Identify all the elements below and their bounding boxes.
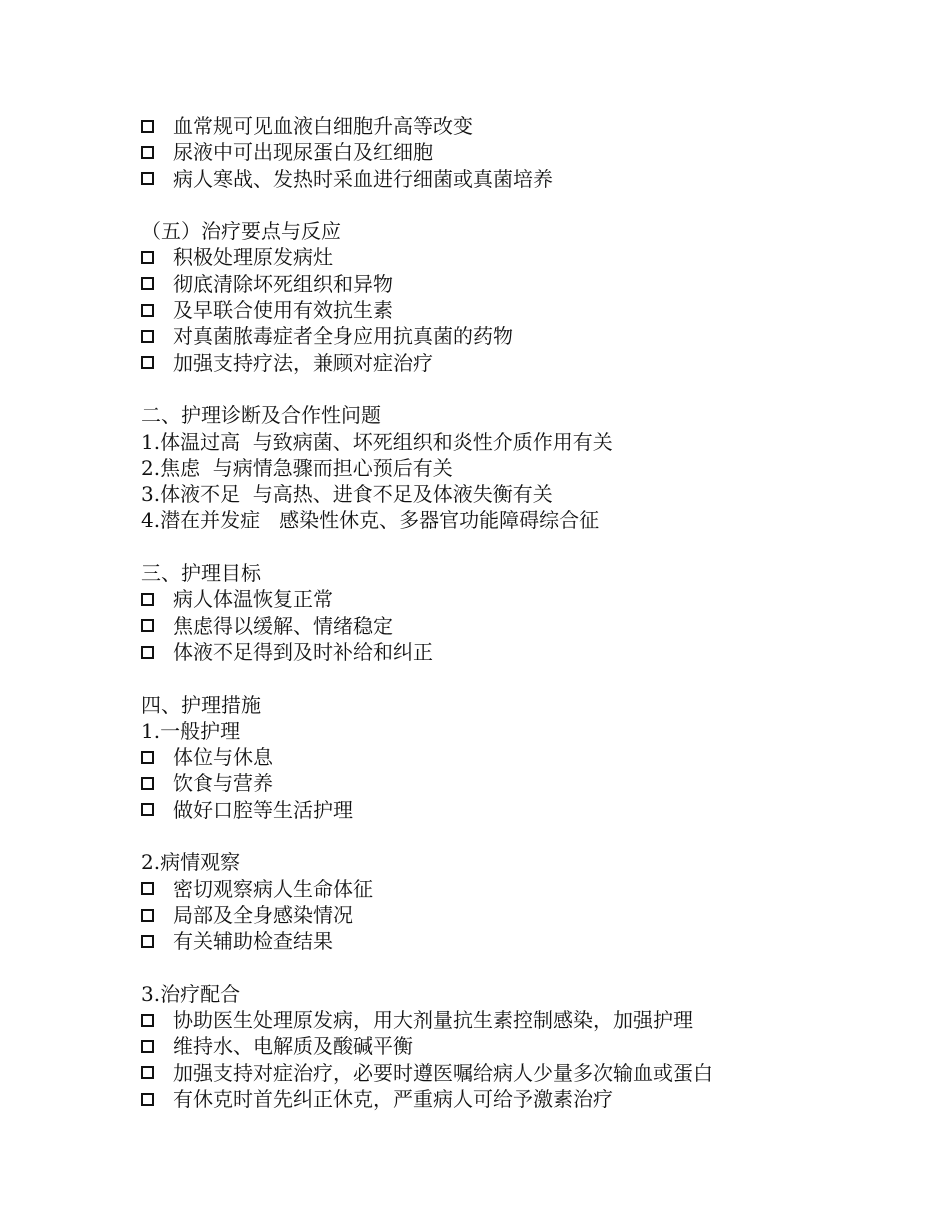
- checkbox-square-icon: [141, 777, 154, 790]
- section-heading: 二、护理诊断及合作性问题: [141, 403, 381, 428]
- spacer: [141, 955, 921, 981]
- checkbox-square-icon: [141, 909, 154, 922]
- checkbox-square-icon: [141, 251, 154, 264]
- checkbox-square-icon: [141, 593, 154, 606]
- list-item-text: 有关辅助检查结果: [173, 929, 333, 954]
- list-item: [141, 113, 921, 139]
- list-item-text: 密切观察病人生命体征: [173, 876, 373, 901]
- list-item: [141, 139, 921, 165]
- numbered-item: 3.体液不足 与高热、进食不足及体液失衡有关: [141, 482, 553, 507]
- checkbox-square-icon: [141, 146, 154, 159]
- list-item-text: 有休克时首先纠正休克，严重病人可给予激素治疗: [173, 1086, 613, 1111]
- list-item: [141, 770, 921, 796]
- subsection-heading: 3.治疗配合: [141, 981, 241, 1006]
- nursing-goals-section: [141, 560, 921, 665]
- checkbox-square-icon: [141, 1066, 154, 1079]
- list-item-text: 血常规可见血液白细胞升高等改变: [173, 114, 473, 138]
- list-item: [141, 902, 921, 928]
- list-item: [141, 744, 921, 770]
- list-item: [141, 350, 921, 376]
- checkbox-square-icon: [141, 935, 154, 948]
- list-item: [141, 639, 921, 665]
- checkbox-square-icon: [141, 1093, 154, 1106]
- checkbox-square-icon: [141, 304, 154, 317]
- numbered-item: 2.焦虑 与病情急骤而担心预后有关: [141, 455, 453, 480]
- list-item-text: 彻底清除坏死组织和异物: [173, 271, 393, 296]
- checkbox-square-icon: [141, 277, 154, 290]
- list-item-text: 饮食与营养: [173, 771, 273, 796]
- list-item: [141, 928, 921, 954]
- spacer: [141, 665, 921, 691]
- list-item: [141, 323, 921, 349]
- list-item: [141, 166, 921, 192]
- numbered-item: 4.潜在并发症 感染性休克、多器官功能障碍综合征: [141, 508, 600, 533]
- checkbox-square-icon: [141, 120, 154, 133]
- list-item-text: 焦虑得以缓解、情绪稳定: [173, 613, 393, 638]
- spacer: [141, 534, 921, 560]
- list-item-text: 积极处理原发病灶: [173, 245, 333, 270]
- list-item-text: 做好口腔等生活护理: [173, 797, 353, 822]
- subsection-heading: 1.一般护理: [141, 718, 241, 743]
- treatment-section: [141, 218, 921, 376]
- list-item-text: 加强支持对症治疗，必要时遵医嘱给病人少量多次输血或蛋白: [173, 1060, 713, 1085]
- spacer: [141, 823, 921, 849]
- lab-findings-list: [141, 113, 921, 192]
- list-item: [141, 613, 921, 639]
- checkbox-square-icon: [141, 1014, 154, 1027]
- checkbox-square-icon: [141, 646, 154, 659]
- subsection-heading: 2.病情观察: [141, 850, 241, 875]
- nursing-measures-section: [141, 692, 921, 823]
- document-page: [141, 113, 921, 1112]
- section-heading: （五）治疗要点与反应: [141, 219, 341, 244]
- section-heading: 四、护理措施: [141, 692, 261, 717]
- list-item-text: 尿液中可出现尿蛋白及红细胞: [173, 140, 433, 165]
- list-item: [141, 586, 921, 612]
- list-item-text: 维持水、电解质及酸碱平衡: [173, 1034, 413, 1059]
- observation-section: [141, 849, 921, 954]
- spacer: [141, 376, 921, 402]
- list-item: [141, 1060, 921, 1086]
- checkbox-square-icon: [141, 1040, 154, 1053]
- list-item-text: 加强支持疗法，兼顾对症治疗: [173, 350, 433, 375]
- list-item-text: 病人体温恢复正常: [173, 587, 333, 612]
- list-item: [141, 876, 921, 902]
- checkbox-square-icon: [141, 356, 154, 369]
- list-item: [141, 797, 921, 823]
- numbered-item: 1.体温过高 与致病菌、坏死组织和炎性介质作用有关: [141, 429, 613, 454]
- list-item-text: 协助医生处理原发病，用大剂量抗生素控制感染，加强护理: [173, 1008, 693, 1033]
- nursing-diagnosis-section: [141, 402, 921, 533]
- list-item: [141, 1086, 921, 1112]
- list-item-text: 体位与休息: [173, 745, 273, 770]
- checkbox-square-icon: [141, 619, 154, 632]
- list-item: [141, 271, 921, 297]
- checkbox-square-icon: [141, 803, 154, 816]
- list-item-text: 对真菌脓毒症者全身应用抗真菌的药物: [173, 324, 513, 349]
- checkbox-square-icon: [141, 330, 154, 343]
- list-item: [141, 1007, 921, 1033]
- checkbox-square-icon: [141, 751, 154, 764]
- list-item: [141, 244, 921, 270]
- list-item: [141, 297, 921, 323]
- checkbox-square-icon: [141, 172, 154, 185]
- checkbox-square-icon: [141, 882, 154, 895]
- spacer: [141, 192, 921, 218]
- list-item-text: 病人寒战、发热时采血进行细菌或真菌培养: [173, 166, 553, 191]
- list-item-text: 局部及全身感染情况: [173, 902, 353, 927]
- list-item-text: 及早联合使用有效抗生素: [173, 298, 393, 323]
- treatment-cooperation-section: [141, 981, 921, 1112]
- section-heading: 三、护理目标: [141, 561, 261, 586]
- list-item-text: 体液不足得到及时补给和纠正: [173, 639, 433, 664]
- list-item: [141, 1033, 921, 1059]
